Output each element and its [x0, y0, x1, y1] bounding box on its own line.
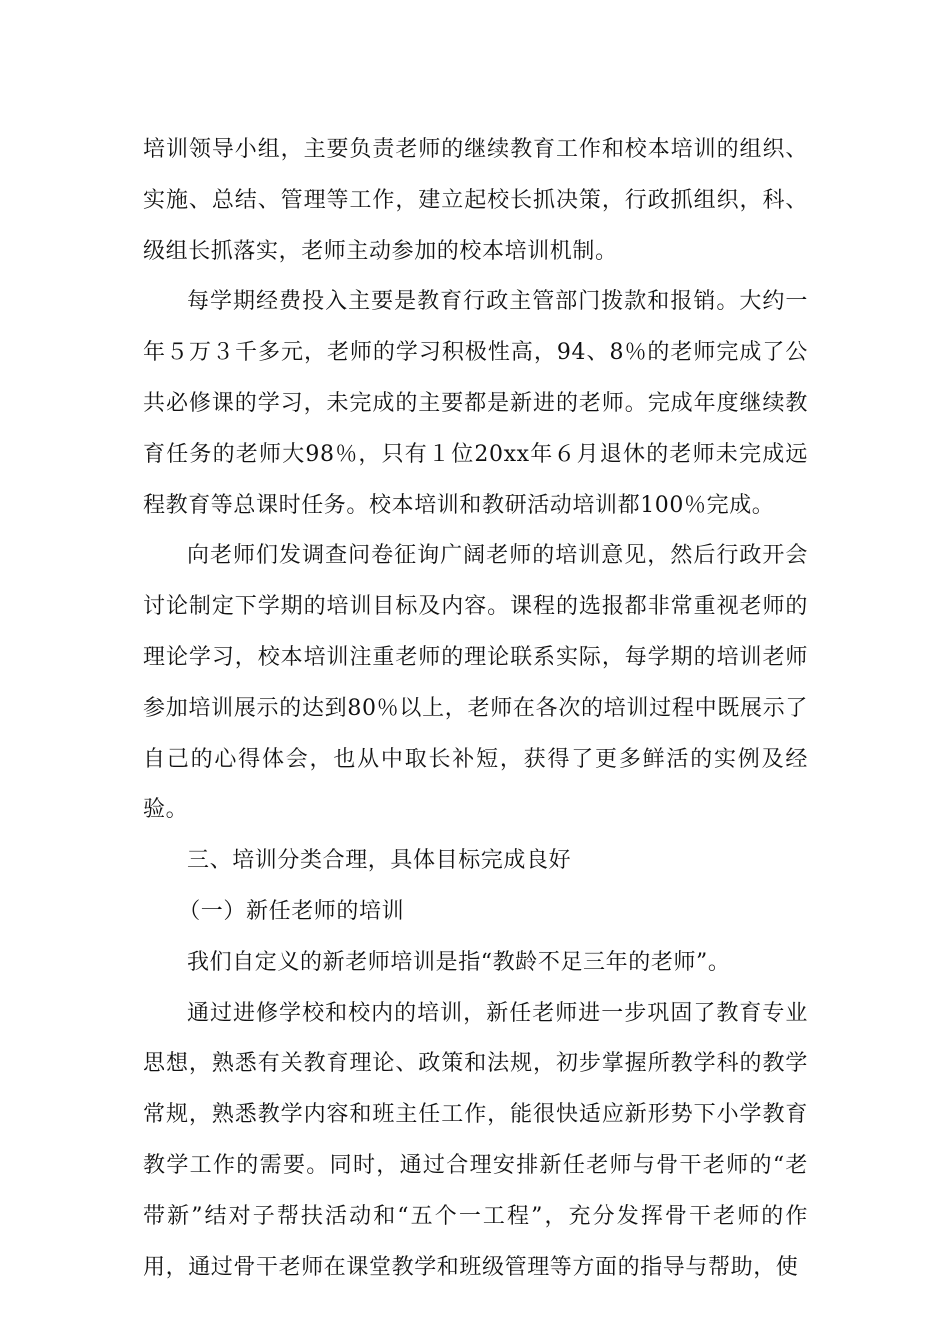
paragraph-training-group: 培训领导小组，主要负责老师的继续教育工作和校本培训的组织、实施、总结、管理等工作，建立起校长抓决策，行政抓组织，科、级组长抓落实，老师主动参加的校本培训机制。 [143, 137, 808, 264]
paragraph-new-teacher-definition: 我们自定义的新老师培训是指“教龄不足三年的老师”。 [187, 949, 731, 975]
paragraph-new-teacher-training: 通过进修学校和校内的培训，新任老师进一步巩固了教育专业思想，熟悉有关教育理论、政策和法规，初步掌握所教学科的教学常规，熟悉教学内容和班主任工作，能很快适应新形势下小学教育教学工作的需要。同时，通过合理安排新任老师与骨干老师的“老带新”结对子帮扶活动和“五个一工程”，充分发挥骨干老师的作用，通过骨干老师在课堂教学和班级管理等方面的指导与帮助，使 [143, 1000, 808, 1280]
paragraph-survey: 向老师们发调查问卷征询广阔老师的培训意见，然后行政开会讨论制定下学期的培训目标及内容。课程的选报都非常重视老师的理论学习，校本培训注重老师的理论联系实际，每学期的培训老师参加培训展示的达到80％以上，老师在各次的培训过程中既展示了自己的心得体会，也从中取长补短，获得了更多鲜活的实例及经验。 [143, 543, 808, 823]
paragraph-funding: 每学期经费投入主要是教育行政主管部门拨款和报销。大约一年５万３千多元，老师的学习积极性高，94、8％的老师完成了公共必修课的学习，未完成的主要都是新进的老师。完成年度继续教育任务的老师大98％，只有１位20xx年６月退休的老师未完成远程教育等总课时任务。校本培训和教研活动培训都100％完成。 [143, 289, 808, 518]
document-body [143, 125, 808, 1293]
subsection-heading-new-teachers: （一）新任老师的培训 [178, 898, 405, 924]
section-heading-training-classification: 三、培训分类合理，具体目标完成良好 [187, 848, 572, 874]
